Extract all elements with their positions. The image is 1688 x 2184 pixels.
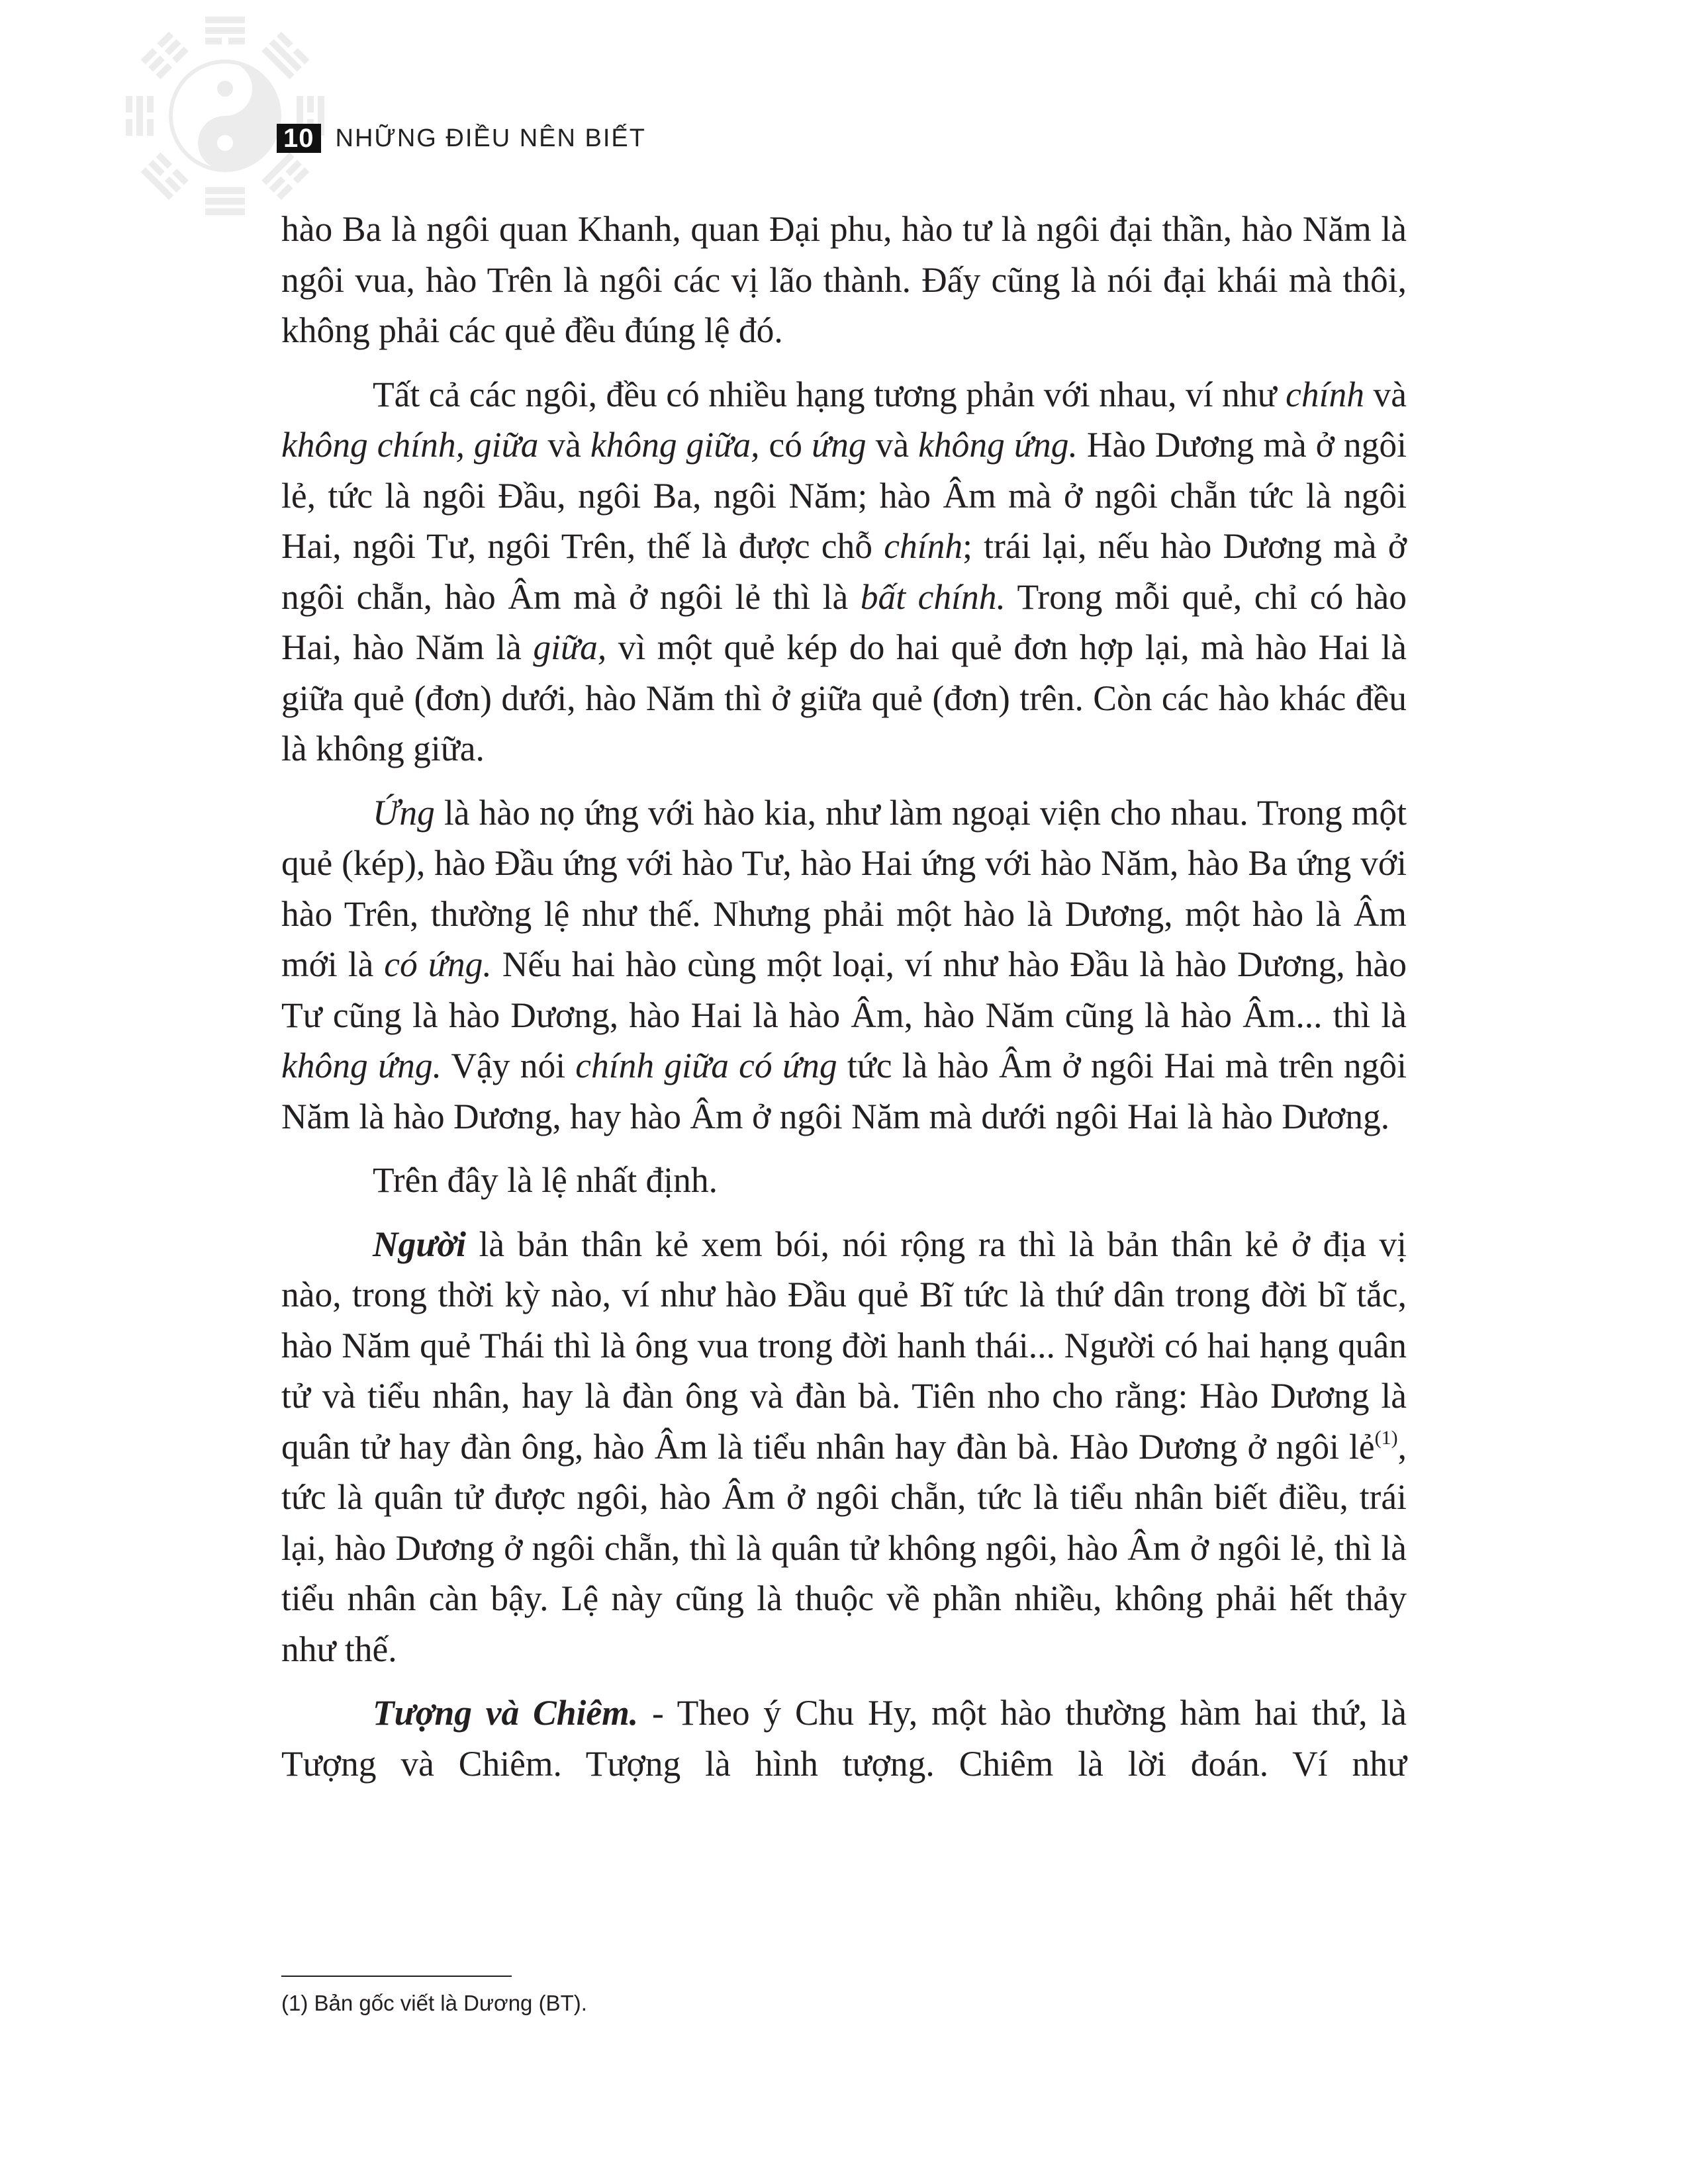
body-text	[281, 204, 1407, 1789]
paragraph-5: Người là bản thân kẻ xem bói, nói rộng ra thì là bản thân kẻ ở địa vị nào, trong thời kỳ nào, ví như hào Đầu quẻ Bĩ tức là thứ dân trong đời bĩ tắc, hào Năm quẻ Thái thì là ông vua trong đời hanh thái... Người có hai hạng quân tử và tiểu nhân, hay là đàn ông và đàn bà. Tiên nho cho rằng: Hào Dương là quân tử hay đàn ông, hào Âm là tiểu nhân hay đàn bà. Hào Dương ở ngôi lẻ$^{(1)}$, tức là quân tử được ngôi, hào Âm ở ngôi chẵn, tức là tiểu nhân biết điều, trái lại, hào Dương ở ngôi chẵn, thì là quân tử không ngôi, hào Âm ở ngôi lẻ, thì là tiểu nhân càn bậy. Lệ này cũng là thuộc về phần nhiều, không phải hết thảy như thế.	[281, 1224, 1407, 1669]
running-header	[277, 118, 646, 159]
footnote-marker[interactable]: (1)	[1374, 1426, 1398, 1449]
paragraph-2: Tất cả các ngôi, đều có nhiều hạng tương phản với nhau, ví như chính và không chính, giữa và không giữa, có ứng và không ứng. Hào Dương mà ở ngôi lẻ, tức là ngôi Đầu, ngôi Ba, ngôi Năm; hào Âm mà ở ngôi chẵn tức là ngôi Hai, ngôi Tư, ngôi Trên, thế là được chỗ chính; trái lại, nếu hào Dương mà ở ngôi chẵn, hào Âm mà ở ngôi lẻ thì là bất chính. Trong mỗi quẻ, chỉ có hào Hai, hào Năm là giữa, vì một quẻ kép do hai quẻ đơn hợp lại, mà hào Hai là giữa quẻ (đơn) dưới, hào Năm thì ở giữa quẻ (đơn) trên. Còn các hào khác đều là không giữa.	[281, 374, 1407, 768]
paragraph-4: Trên đây là lệ nhất định.	[373, 1160, 718, 1200]
yin-yang-bagua-icon	[119, 10, 331, 222]
footnote-divider	[281, 1976, 512, 1977]
paragraph-1: hào Ba là ngôi quan Khanh, quan Đại phu, hào tư là ngôi đại thần, hào Năm là ngôi vua, hào Trên là ngôi các vị lão thành. Đấy cũng là nói đại khái mà thôi, không phải các quẻ đều đúng lệ đó.	[281, 209, 1407, 350]
running-title: NHỮNG ĐIỀU NÊN BIẾT	[335, 124, 646, 152]
paragraph-3: Ứng là hào nọ ứng với hào kia, như làm ngoại viện cho nhau. Trong một quẻ (kép), hào Đầu ứng với hào Tư, hào Hai ứng với hào Năm, hào Ba ứng với hào Trên, thường lệ như thế. Nhưng phải một hào là Dương, một hào là Âm mới là có ứng. Nếu hai hào cùng một loại, ví như hào Đầu là hào Dương, hào Tư cũng là hào Dương, hào Hai là hào Âm, hào Năm cũng là hào Âm... thì là không ứng. Vậy nói chính giữa có ứng tức là hào Âm ở ngôi Hai mà trên ngôi Năm là hào Dương, hay hào Âm ở ngôi Năm mà dưới ngôi Hai là hào Dương.	[281, 792, 1407, 1136]
page-number: 10	[277, 124, 321, 153]
paragraph-6: Tượng và Chiêm. - Theo ý Chu Hy, một hào thường hàm hai thứ, là Tượng và Chiêm. Tượng là hình tượng. Chiêm là lời đoán. Ví như	[281, 1693, 1407, 1784]
footnote: (1) Bản gốc viết là Dương (BT).	[281, 1991, 587, 2015]
